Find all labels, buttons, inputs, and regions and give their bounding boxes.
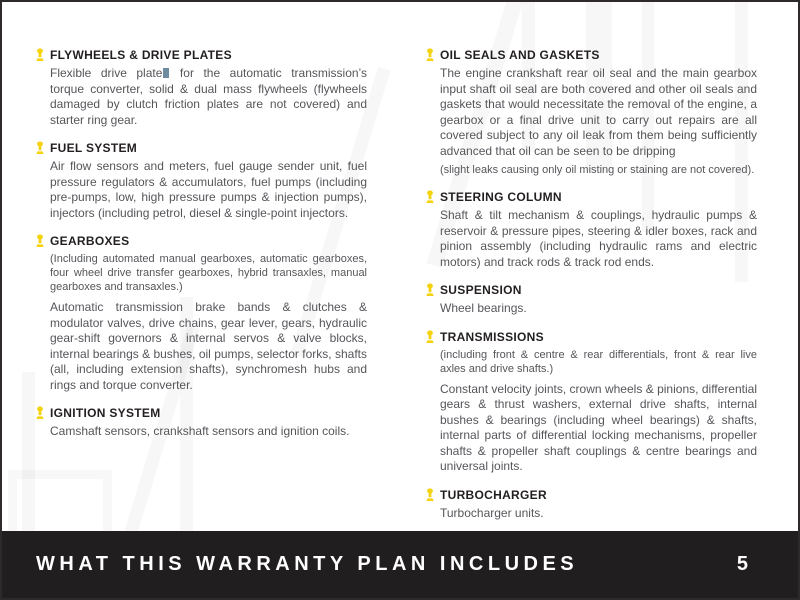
pawn-bullet-icon bbox=[425, 330, 436, 344]
coverage-section bbox=[425, 283, 757, 317]
section-footnote: (slight leaks causing only oil misting or staining are not covered). bbox=[440, 164, 755, 176]
section-body: Camshaft sensors, crankshaft sensors and ignition coils. bbox=[50, 424, 350, 438]
section-heading-row bbox=[440, 48, 757, 62]
section-heading-row bbox=[50, 406, 367, 420]
section-body: The engine crankshaft rear oil seal and the main gearbox input shaft oil seal are both covered and other oil seals and gaskets that would necessitate the removal of the engine, a gearbox or a final drive unit to carry out repairs are all covered subject to any oil leak from them being sufficiently advanced that oil can be seen to be dripping bbox=[440, 66, 757, 158]
pawn-bullet-icon bbox=[35, 141, 46, 155]
section-heading-row bbox=[440, 488, 757, 502]
coverage-section bbox=[35, 234, 367, 393]
section-heading: IGNITION SYSTEM bbox=[50, 406, 161, 420]
section-heading: TRANSMISSIONS bbox=[440, 329, 544, 344]
section-body: Shaft & tilt mechanism & couplings, hydraulic pumps & reservoir & pressure pipes, steering & idler boxes, rack and pinion assembly (including hydraulic rams and electric motors) and track rods & track rod ends. bbox=[440, 208, 757, 269]
section-body: Turbocharger units. bbox=[440, 505, 544, 520]
section-note: (Including automated manual gearboxes, automatic gearboxes, four wheel drive transfer gearboxes, hybrid transaxles, manual gearboxes and transaxles.) bbox=[50, 253, 367, 293]
pawn-bullet-icon bbox=[35, 48, 46, 62]
section-heading-row bbox=[50, 234, 367, 248]
section-body: Wheel bearings. bbox=[440, 301, 527, 315]
left-column bbox=[35, 48, 367, 534]
section-body: Flexible drive plate for the automatic transmission’s torque converter, solid & dual mass flywheels (flywheels damaged by clutch friction plates are not covered) and starter ring gear. bbox=[50, 66, 367, 127]
section-heading: FUEL SYSTEM bbox=[50, 141, 138, 155]
pawn-bullet-icon bbox=[425, 283, 436, 297]
section-body: Air flow sensors and meters, fuel gauge sender unit, fuel pressure regulators & accumulators, fuel pumps (including pre-pumps, low, high pressure pumps & injection pumps), injectors (including petrol, diesel & single-point injectors. bbox=[50, 159, 367, 220]
section-body: Constant velocity joints, crown wheels & pinions, differential gears & thrust washers, external drive shafts, internal bushes & bearings (including wheel bearings) & shafts, internal parts of differential locking mechanisms, propeller shafts & propeller shaft couplings & centre bearings and universal joints. bbox=[440, 381, 757, 473]
page-content bbox=[2, 2, 798, 534]
section-heading: STEERING COLUMN bbox=[440, 190, 562, 204]
section-note: (including front & centre & rear differentials, front & rear live axles and drive shafts.) bbox=[440, 348, 757, 375]
pawn-bullet-icon bbox=[35, 406, 46, 420]
section-heading: TURBOCHARGER bbox=[440, 487, 547, 502]
section-heading-row bbox=[440, 330, 757, 344]
coverage-section bbox=[425, 488, 757, 522]
section-heading-row bbox=[440, 190, 757, 204]
coverage-section bbox=[35, 48, 367, 128]
coverage-section bbox=[425, 190, 757, 270]
pawn-bullet-icon bbox=[425, 190, 436, 204]
coverage-section bbox=[35, 141, 367, 221]
coverage-section bbox=[425, 330, 757, 475]
coverage-section bbox=[425, 48, 757, 177]
section-heading: SUSPENSION bbox=[440, 283, 522, 297]
pawn-bullet-icon bbox=[425, 48, 436, 62]
footer-bar bbox=[2, 531, 798, 598]
pawn-bullet-icon bbox=[425, 488, 436, 502]
coverage-section bbox=[35, 406, 367, 440]
section-heading: GEARBOXES bbox=[50, 234, 130, 248]
section-heading-row bbox=[50, 48, 367, 62]
section-heading: OIL SEALS AND GASKETS bbox=[440, 48, 600, 62]
footer-title: WHAT THIS WARRANTY PLAN INCLUDES bbox=[36, 553, 579, 575]
page-number: 5 bbox=[736, 553, 748, 575]
body-text: Flexible drive plate bbox=[50, 66, 163, 80]
section-heading-row bbox=[50, 141, 367, 155]
section-heading: FLYWHEELS & DRIVE PLATES bbox=[50, 48, 232, 62]
text-cursor-artifact bbox=[163, 68, 169, 78]
section-heading-row bbox=[440, 283, 757, 297]
right-column bbox=[425, 48, 757, 534]
section-body: Automatic transmission brake bands & clutches & modulator valves, drive chains, gear lever, gears, hydraulic gear-shift governors & internal servos & valve blocks, internal bearings & bushes, oil pumps, selector forks, shafts (all, including extension shafts), synchromesh hubs and rings and torque converter. bbox=[50, 300, 367, 392]
pawn-bullet-icon bbox=[35, 234, 46, 248]
